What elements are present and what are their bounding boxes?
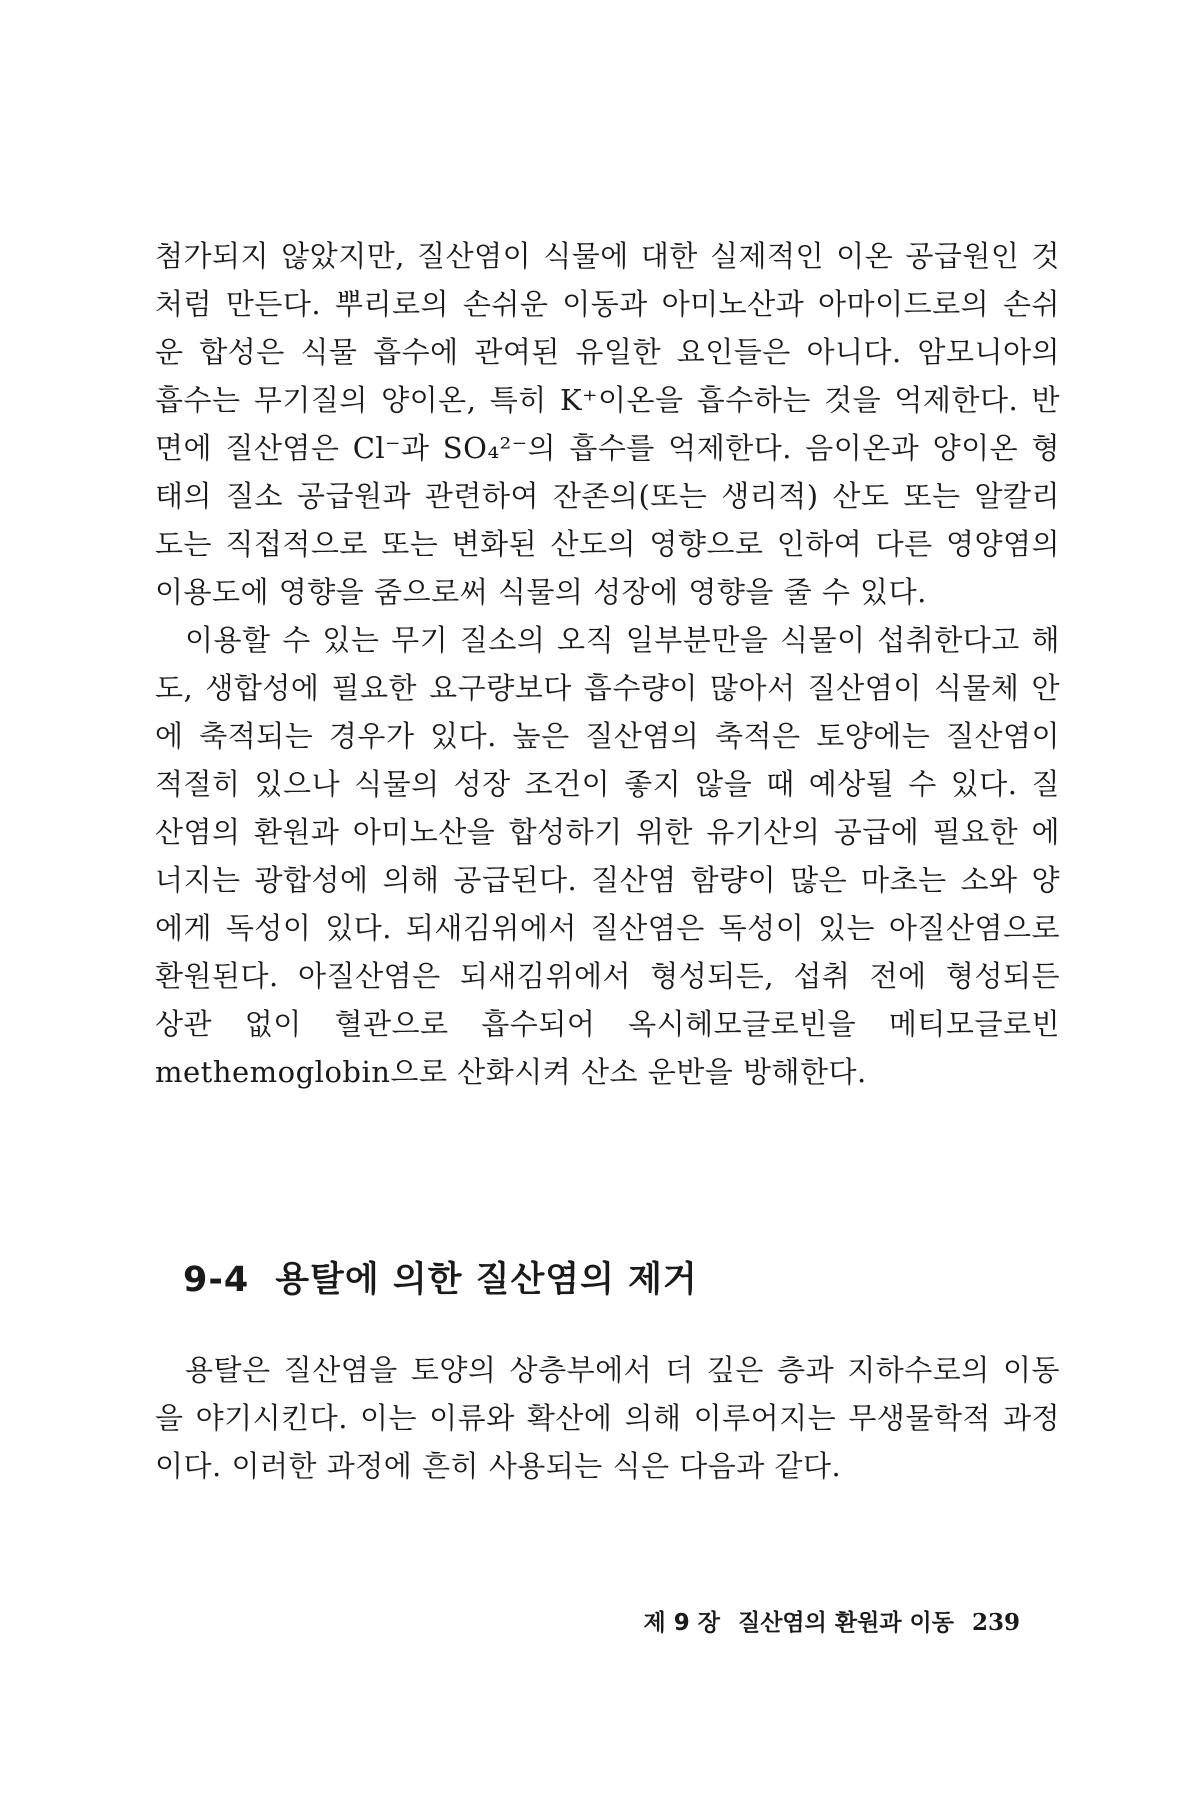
- body-line: 이용할 수 있는 무기 질소의 오직 일부분만을 식물이 섭취한다고 해: [185, 623, 1060, 657]
- body-line: 환원된다. 아질산염은 되새김위에서 형성되든, 섭취 전에 형성되든: [155, 959, 1060, 993]
- body-line: 처럼 만든다. 뿌리로의 손쉬운 이동과 아미노산과 아마이드로의 손쉬: [155, 287, 1060, 321]
- body-line: 상관 없이 혈관으로 흡수되어 옥시헤모글로빈을 메티모글로빈: [155, 1007, 1060, 1041]
- section-line: 을 야기시킨다. 이는 이류와 확산에 의해 이루어지는 무생물학적 과정: [155, 1401, 1060, 1435]
- body-line: 첨가되지 않았지만, 질산염이 식물에 대한 실제적인 이온 공급원인 것: [155, 239, 1060, 273]
- body-line: 너지는 광합성에 의해 공급된다. 질산염 함량이 많은 마초는 소와 양: [155, 863, 1060, 897]
- section-text: [155, 1346, 1060, 1490]
- body-line: 운 합성은 식물 흡수에 관여된 유일한 요인들은 아니다. 암모니아의: [155, 335, 1060, 369]
- body-line: 에게 독성이 있다. 되새김위에서 질산염은 독성이 있는 아질산염으로: [155, 911, 1060, 945]
- body-line: 태의 질소 공급원과 관련하여 잔존의(또는 생리적) 산도 또는 알칼리: [155, 479, 1060, 513]
- section-line: 이다. 이러한 과정에 흔히 사용되는 식은 다음과 같다.: [155, 1449, 842, 1483]
- section-heading: [183, 1252, 698, 1302]
- body-line: 흡수는 무기질의 양이온, 특히 K⁺이온을 흡수하는 것을 억제한다. 반: [155, 383, 1060, 417]
- body-line: 산염의 환원과 아미노산을 합성하기 위한 유기산의 공급에 필요한 에: [155, 815, 1060, 849]
- section-number: 9-4: [183, 1260, 250, 1300]
- body-text: [155, 232, 1060, 1096]
- body-line: 에 축적되는 경우가 있다. 높은 질산염의 축적은 토양에는 질산염이: [155, 719, 1060, 753]
- body-line: 면에 질산염은 Cl⁻과 SO₄²⁻의 흡수를 억제한다. 음이온과 양이온 형: [155, 431, 1060, 465]
- body-line: 적절히 있으나 식물의 성장 조건이 좋지 않을 때 예상될 수 있다. 질: [155, 767, 1060, 801]
- footer-chapter: 제 9 장: [643, 1610, 720, 1636]
- footer-title: 질산염의 환원과 이동: [738, 1610, 954, 1636]
- page-footer: [644, 1604, 1020, 1637]
- section-title: 용탈에 의한 질산염의 제거: [275, 1260, 698, 1300]
- page-number: 239: [971, 1609, 1020, 1636]
- section-line: 용탈은 질산염을 토양의 상층부에서 더 깊은 층과 지하수로의 이동: [185, 1353, 1060, 1387]
- body-line: methemoglobin으로 산화시켜 산소 운반을 방해한다.: [155, 1055, 867, 1089]
- body-line: 이용도에 영향을 줌으로써 식물의 성장에 영향을 줄 수 있다.: [155, 575, 927, 609]
- body-line: 도, 생합성에 필요한 요구량보다 흡수량이 많아서 질산염이 식물체 안: [155, 671, 1060, 705]
- body-line: 도는 직접적으로 또는 변화된 산도의 영향으로 인하여 다른 영양염의: [155, 527, 1060, 561]
